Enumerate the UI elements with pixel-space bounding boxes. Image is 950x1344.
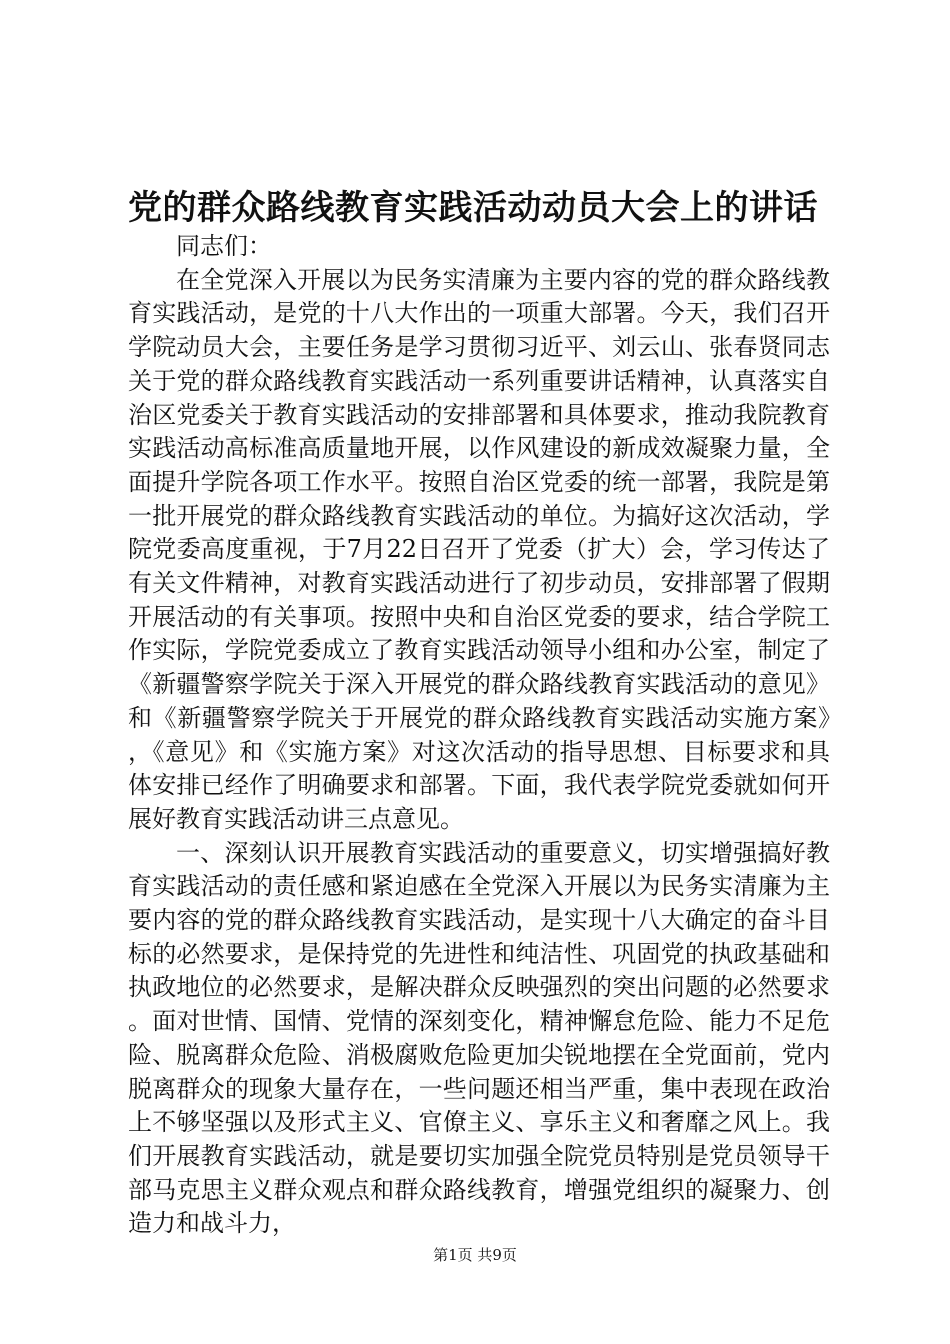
document-body — [128, 230, 830, 1241]
body-paragraph: 一、深刻认识开展教育实践活动的重要意义，切实增强搞好教育实践活动的责任感和紧迫感在全党深入开展以为民务实清廉为主要内容的党的群众路线教育实践活动，是实现十八大确定的奋斗目标的必然要求，是保持党的先进性和纯洁性、巩固党的执政基础和执政地位的必然要求，是解决群众反映强烈的突出问题的必然要求。面对世情、国情、党情的深刻变化，精神懈怠危险、能力不足危险、脱离群众危险、消极腐败危险更加尖锐地摆在全党面前，党内脱离群众的现象大量存在，一些问题还相当严重，集中表现在政治上不够坚强以及形式主义、官僚主义、享乐主义和奢靡之风上。我们开展教育实践活动，就是要切实加强全院党员特别是党员领导干部马克思主义群众观点和群众路线教育，增强党组织的凝聚力、创造力和战斗力， — [128, 838, 830, 1238]
body-paragraph: 在全党深入开展以为民务实清廉为主要内容的党的群众路线教育实践活动，是党的十八大作出的一项重大部署。今天，我们召开学院动员大会，主要任务是学习贯彻习近平、刘云山、张春贤同志关于党的群众路线教育实践活动一系列重要讲话精神，认真落实自治区党委关于教育实践活动的安排部署和具体要求，推动我院教育实践活动高标准高质量地开展，以作风建设的新成效凝聚力量，全面提升学院各项工作水平。按照自治区党委的统一部署，我院是第一批开展党的群众路线教育实践活动的单位。为搞好这次活动，学院党委高度重视，于7月22日召开了党委（扩大）会，学习传达了有关文件精神，对教育实践活动进行了初步动员，安排部署了假期开展活动的有关事项。按照中央和自治区党委的要求，结合学院工作实际，学院党委成立了教育实践活动领导小组和办公室，制定了《新疆警察学院关于深入开展党的群众路线教育实践活动的意见》和《新疆警察学院关于开展党的群众路线教育实践活动实施方案》，《意见》和《实施方案》对这次活动的指导思想、目标要求和具体安排已经作了明确要求和部署。下面，我代表学院党委就如何开展好教育实践活动讲三点意见。 — [128, 265, 830, 833]
page-number-footer: 第1页 共9页 — [433, 1246, 517, 1264]
document-title: 党的群众路线教育实践活动动员大会上的讲话 — [128, 188, 818, 228]
salutation-paragraph: 同志们： — [176, 232, 272, 260]
